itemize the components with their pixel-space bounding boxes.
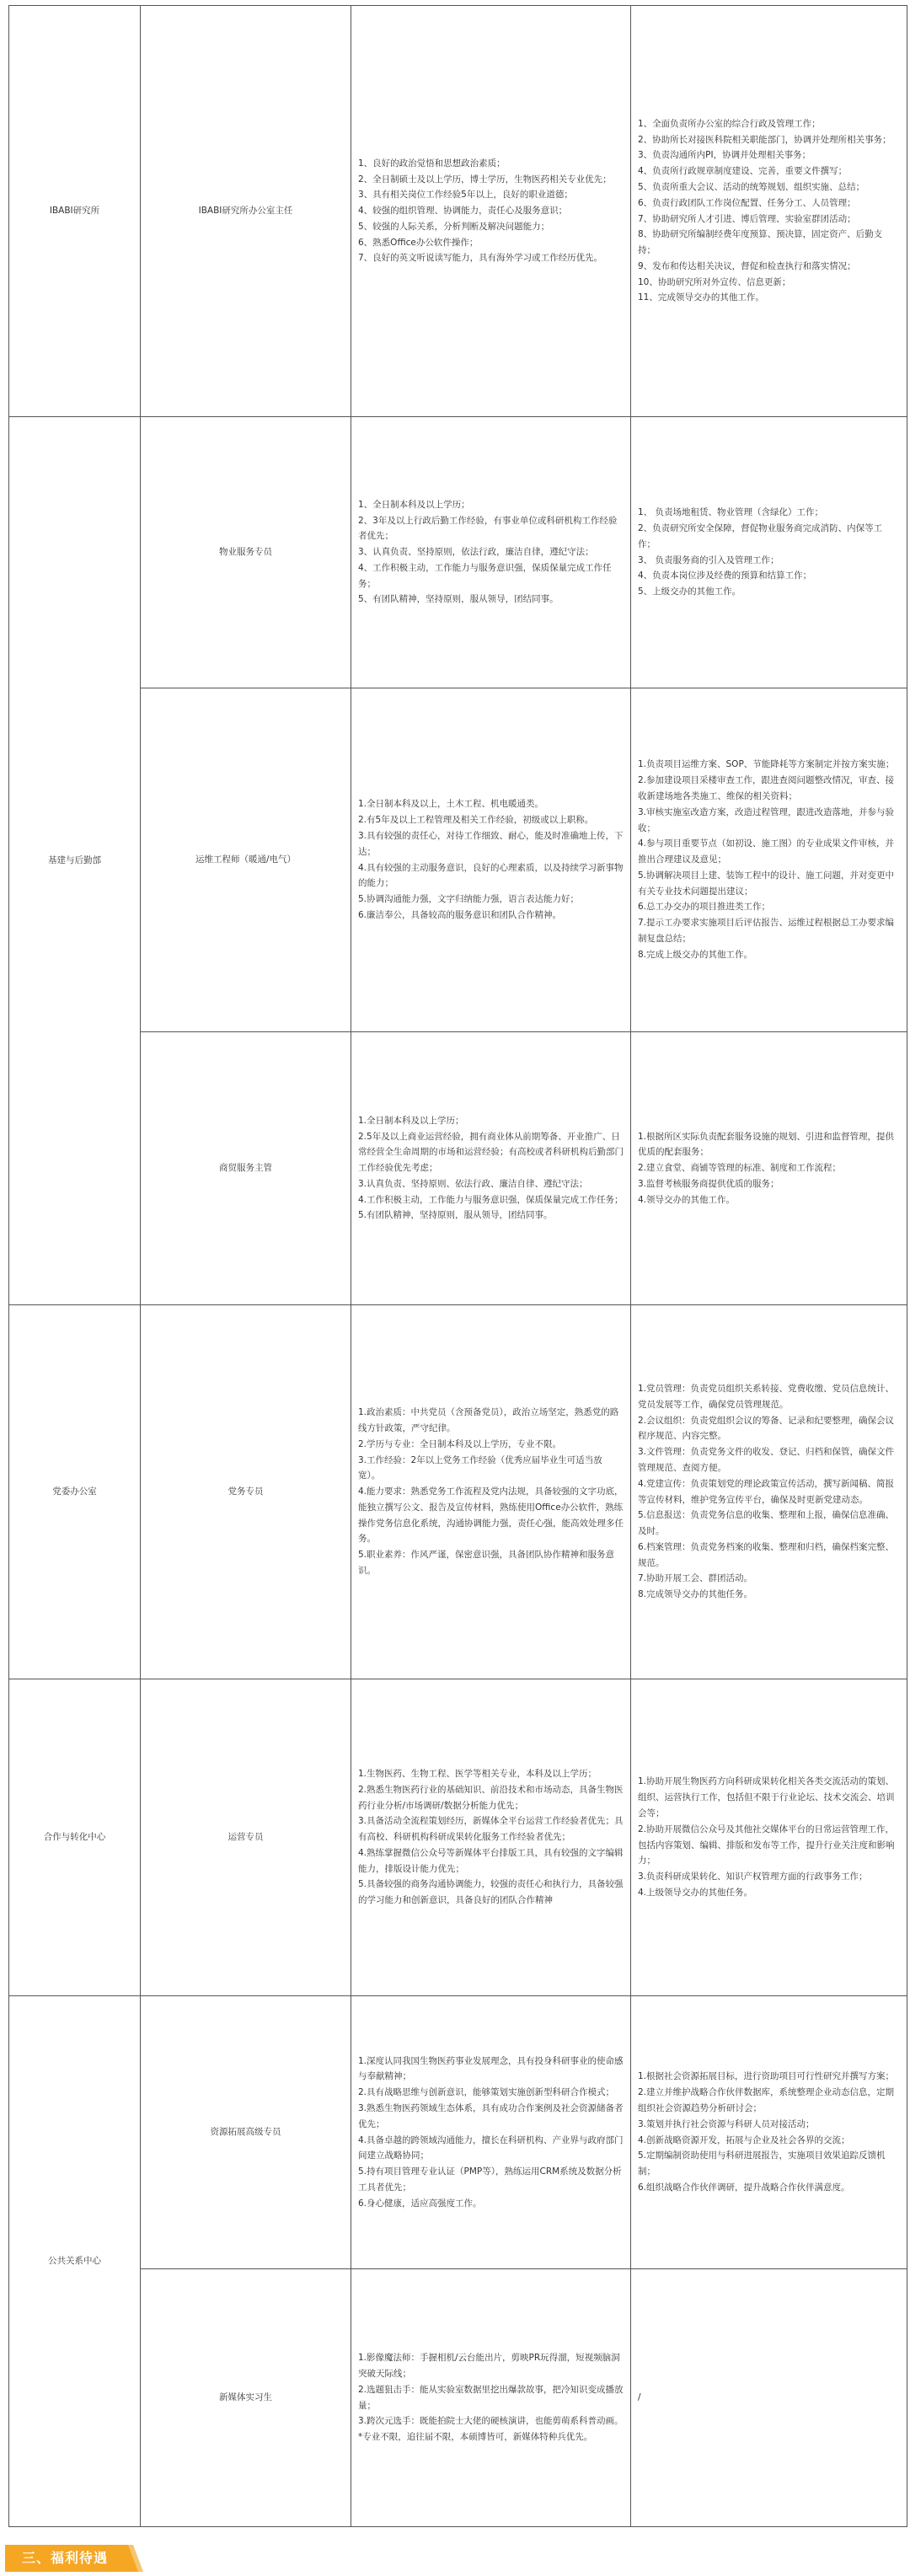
- requirement-item: 5.具备较强的商务沟通协调能力，较强的责任心和执行力，具备较强的学习能力和创新意识，具备良好的团队合作精神: [358, 1879, 624, 1906]
- duties-cell: [631, 688, 907, 1032]
- position-cell: 商贸服务主管: [141, 1032, 351, 1305]
- department-cell: 基建与后勤部: [9, 417, 141, 1305]
- requirement-item: 7、良好的英文听说读写能力，具有海外学习或工作经历优先。: [358, 253, 603, 264]
- requirement-item: 1.全日制本科及以上，土木工程、机电暖通类。: [358, 799, 544, 810]
- duty-item: 3.审核实施室改造方案，改造过程管理，跟进改造落地，并参与验收；: [638, 806, 895, 833]
- duty-item: 5.信息报送：负责党务信息的收集、整理和上报，确保信息准确、及时。: [638, 1510, 895, 1537]
- duties-cell: [631, 1996, 907, 2269]
- duty-item: 3.负责科研成果转化、知识产权管理方面的行政事务工作；: [638, 1872, 868, 1882]
- duties-cell: [631, 1679, 907, 1996]
- requirement-item: 3、具有相关岗位工作经验5年以上，良好的职业道德；: [358, 190, 573, 201]
- requirements-cell: [351, 1305, 631, 1679]
- job-row: [9, 1996, 907, 2269]
- requirement-item: 2.学历与专业：全日制本科及以上学历，专业不限。: [358, 1438, 562, 1449]
- position-cell: 物业服务专员: [141, 417, 351, 688]
- duty-item: 2.参加建设项目采楼审查工作，跟进查阅问题整改情况，审查、接收新建场地各类施工、维保的相关资料；: [638, 775, 895, 801]
- requirement-item: 4、工作积极主动，工作能力与服务意识强，保质保量完成工作任务；: [358, 562, 612, 589]
- section-title: 三、福利待遇: [22, 2550, 109, 2566]
- requirement-item: 1、良好的政治觉悟和思想政治素质；: [358, 158, 506, 169]
- duty-item: 2.建立食堂、商铺等管理的标准、制度和工作流程；: [638, 1163, 842, 1174]
- requirement-item: 6、熟悉Office办公软件操作；: [358, 237, 479, 248]
- duty-item: 2.协助开展微信公众号及其他社交媒体平台的日常运营管理工作，包括内容策划、编辑、排版和发布等工作，提升行业关注度和影响力；: [638, 1824, 895, 1866]
- duty-item: 1、全面负责所办公室的综合行政及管理工作；: [638, 118, 821, 129]
- department-cell: 党委办公室: [9, 1305, 141, 1679]
- requirement-item: 3.具有较强的责任心，对待工作细致、耐心，能及时准确地上传，下达；: [358, 830, 624, 857]
- requirements-cell: [351, 1996, 631, 2269]
- duty-item: 4.上级领导交办的其他任务。: [638, 1887, 753, 1898]
- job-table-body: [9, 6, 907, 2527]
- section-header-welfare: [5, 2545, 143, 2572]
- requirement-item: 1.深度认同我国生物医药事业发展理念，具有投身科研事业的使命感与奉献精神；: [358, 2055, 624, 2082]
- requirement-item: 2.熟悉生物医药行业的基础知识、前沿技术和市场动态，具备生物医药行业分析/市场调研/数据分析能力优先；: [358, 1784, 624, 1811]
- duty-item: 6.组织战略合作伙伴调研，提升战略合作伙伴满意度。: [638, 2182, 850, 2193]
- duties-cell: [631, 417, 907, 688]
- requirement-item: 1、全日制本科及以上学历；: [358, 499, 470, 510]
- duty-item: 3.策划并执行社会资源与科研人员对接活动；: [638, 2118, 815, 2129]
- position-cell: 运营专员: [141, 1679, 351, 1996]
- requirement-item: 2.有5年及以上工程管理及相关工作经验，初级或以上职称。: [358, 815, 594, 826]
- department-cell: IBABI研究所: [9, 6, 141, 417]
- duty-item: 4.创新战略资源开发，拓展与企业及社会各界的交流；: [638, 2134, 850, 2145]
- duty-item: 9、发布和传达相关决议，督促和检查执行和落实情况；: [638, 260, 856, 271]
- job-row: [9, 688, 907, 1032]
- duty-item: 1.协助开展生物医药方向科研成果转化相关各类交流活动的策划、组织、运营执行工作，包括但不限于行业论坛、技术交流会、培训会等；: [638, 1776, 895, 1818]
- duty-item: 10、协助研究所对外宣传、信息更新；: [638, 276, 791, 287]
- duty-item: 6、负责行政团队工作岗位配置、任务分工、人员管理；: [638, 197, 856, 208]
- position-cell: IBABI研究所办公室主任: [141, 6, 351, 417]
- duty-item: 2、负责研究所安全保障，督促物业服务商完成消防、内保等工作；: [638, 522, 883, 549]
- position-cell: 新媒体实习生: [141, 2269, 351, 2527]
- job-row: [9, 1679, 907, 1996]
- duty-item: 2、协助所长对接医科院相关职能部门，协调并处理所相关事务；: [638, 134, 891, 145]
- duty-item: /: [638, 2392, 641, 2403]
- duty-item: 1.根据所区实际负责配套服务设施的规划、引进和监督管理，提供优质的配套服务；: [638, 1131, 895, 1158]
- duty-item: 7.提示工办要求实施项目后评估报告、运维过程根据总工办要求编制复盘总结；: [638, 918, 895, 945]
- requirement-item: 1.生物医药、生物工程、医学等相关专业，本科及以上学历；: [358, 1768, 597, 1779]
- requirement-item: 3.认真负责、坚持原则、依法行政、廉洁自律、遵纪守法；: [358, 1178, 588, 1189]
- job-row: [9, 1032, 907, 1305]
- requirement-item: 5.协调沟通能力强，文字归纳能力强，语言表达能力好；: [358, 894, 580, 905]
- duty-item: 6.档案管理：负责党务档案的收集、整理和归档，确保档案完整、规范。: [638, 1541, 895, 1568]
- job-row: [9, 2269, 907, 2527]
- requirement-item: 2、全日制硕士及以上学历，博士学历，生物医药相关专业优先；: [358, 174, 612, 185]
- duty-item: 4.领导交办的其他工作。: [638, 1194, 736, 1205]
- duty-item: 2.会议组织：负责党组织会议的筹备、记录和纪要整理，确保会议程序规范、内容完整。: [638, 1415, 895, 1442]
- requirement-item: 4.熟练掌握微信公众号等新媒体平台排版工具，具有较强的文字编辑能力，排版设计能力优先；: [358, 1847, 624, 1874]
- duty-item: 1.根据社会资源拓展目标，进行资助项目可行性研究并撰写方案；: [638, 2071, 895, 2082]
- requirement-item: 4、较强的组织管理、协调能力，责任心及服务意识；: [358, 206, 568, 217]
- requirement-item: 6.身心健康，适应高强度工作。: [358, 2198, 482, 2209]
- requirements-cell: [351, 417, 631, 688]
- requirement-item: 6.廉洁奉公，具备较高的服务意识和团队合作精神。: [358, 909, 562, 920]
- requirement-item: 5.职业素养：作风严谨，保密意识强，具备团队协作精神和服务意识。: [358, 1550, 615, 1577]
- duty-item: 8、协助研究所编制经费年度预算、预决算，固定资产、后勤支持；: [638, 229, 883, 256]
- duty-item: 7、协助研究所人才引进、博后管理、实验室群团活动；: [638, 213, 856, 224]
- position-cell: 运维工程师（暖通/电气）: [141, 688, 351, 1032]
- duty-item: 8.完成领导交办的其他任务。: [638, 1589, 753, 1600]
- duty-item: 5、上级交办的其他工作。: [638, 586, 741, 597]
- duty-item: 6.总工办交办的项目推进类工作；: [638, 902, 771, 913]
- duty-item: 3.文件管理：负责党务文件的收发、登记、归档和保管，确保文件管理规范、查阅方便。: [638, 1447, 895, 1473]
- position-cell: 资源拓展高级专员: [141, 1996, 351, 2269]
- duty-item: 11、完成领导交办的其他工作。: [638, 292, 764, 303]
- position-cell: 党务专员: [141, 1305, 351, 1679]
- requirement-item: 5.有团队精神，坚持原则，服从领导，团结同事。: [358, 1210, 553, 1221]
- duty-item: 4、负责所行政规章制度建设、完善，重要文件撰写；: [638, 166, 848, 177]
- duty-item: 4.参与项目重要节点（如初设、施工图）的专业成果文件审核，并推出合理建议及意见；: [638, 838, 895, 865]
- requirement-item: 2.选题狙击手：能从实验室数据里挖出爆款故事，把冷知识变成播放量；: [358, 2384, 624, 2411]
- requirements-cell: [351, 6, 631, 417]
- duty-item: 1.负责项目运维方案、SOP、节能降耗等方案制定并按方案实施；: [638, 759, 895, 770]
- requirement-item: 3、认真负责、坚持原则，依法行政，廉洁自律，遵纪守法；: [358, 547, 594, 558]
- requirement-item: 3.具备活动全流程策划经历，新媒体全平台运营工作经验者优先；具有高校、科研机构科研成果转化服务工作经验者优先；: [358, 1816, 624, 1843]
- duties-cell: [631, 1305, 907, 1679]
- duty-item: 1、 负责场地租赁、物业管理（含绿化）工作；: [638, 507, 824, 518]
- requirement-item: 1.影像魔法师：手握相机/云台能出片，剪映PR玩得溜，短视频脑洞突破天际线；: [358, 2353, 620, 2379]
- duties-cell: [631, 1032, 907, 1305]
- requirement-item: 1.全日制本科及以上学历；: [358, 1115, 464, 1126]
- requirement-item: 2.5年及以上商业运营经验，拥有商业体从前期筹备、开业推广、日常经营全生命周期的市场和运营经验；有高校或者科研机构后勤部门工作经验优先考虑；: [358, 1131, 624, 1174]
- requirement-item: 5.持有项目管理专业认证（PMP等），熟练运用CRM系统及数据分析工具者优先；: [358, 2166, 622, 2193]
- duty-item: 5、负责所重大会议、活动的统筹规划、组织实施、总结；: [638, 181, 865, 192]
- requirement-item: *专业不限，追往届不限，本硕博皆可，新媒体特种兵优先。: [358, 2432, 593, 2443]
- duty-item: 1.党员管理：负责党员组织关系转接、党费收缴、党员信息统计、党员发展等工作，确保党员管理规范。: [638, 1383, 895, 1410]
- requirement-item: 2.具有战略思维与创新意识，能够策划实施创新型科研合作模式；: [358, 2087, 615, 2098]
- duties-cell: [631, 6, 907, 417]
- duties-cell: [631, 2269, 907, 2527]
- duty-item: 2.建立并维护战略合作伙伴数据库，系统整理企业动态信息，定期组织社会资源趋势分析研讨会；: [638, 2087, 895, 2113]
- requirement-item: 3.跨次元选手：既能拍院士大佬的硬核演讲，也能剪萌系科普动画。: [358, 2416, 624, 2427]
- requirement-item: 3.工作经验：2年以上党务工作经验（优秀应届毕业生可适当放宽）。: [358, 1454, 602, 1481]
- requirement-item: 1.政治素质：中共党员（含预备党员），政治立场坚定，熟悉党的路线方针政策，严守纪律。: [358, 1407, 619, 1433]
- duty-item: 4.党建宣传：负责策划党的理论政策宣传活动，撰写新闻稿、简报等宣传材料，维护党务宣传平台，确保及时更新党建动态。: [638, 1478, 895, 1505]
- requirement-item: 5、较强的人际关系，分析判断及解决问题能力；: [358, 221, 550, 232]
- requirement-item: 4.工作积极主动，工作能力与服务意识强，保质保量完成工作任务；: [358, 1194, 624, 1205]
- requirement-item: 5、有团队精神，坚持原则，服从领导，团结同事。: [358, 594, 559, 605]
- duty-item: 3、 负责服务商的引入及管理工作；: [638, 554, 779, 565]
- duty-item: 3、负责沟通所内PI，协调并处理相关事务；: [638, 150, 811, 161]
- requirement-item: 2、3年及以上行政后勤工作经验，有事业单位或科研机构工作经验者优先；: [358, 515, 618, 542]
- requirement-item: 4.具备卓越的跨领域沟通能力，擅长在科研机构、产业界与政府部门间建立战略协同；: [358, 2134, 624, 2161]
- department-cell: 公共关系中心: [9, 1996, 141, 2527]
- duty-item: 3.监督考核服务商提供优质的服务；: [638, 1178, 779, 1189]
- job-table: [8, 5, 907, 2527]
- requirement-item: 4.具有较强的主动服务意识，良好的心理素质，以及持续学习新事物的能力；: [358, 862, 624, 889]
- requirement-item: 3.熟悉生物医药领域生态体系，具有成功合作案例及社会资源储备者优先；: [358, 2102, 624, 2129]
- requirement-item: 4.能力要求：熟悉党务工作流程及党内法规，具备较强的文字功底，能独立撰写公文、报告及宣传材料，熟练使用Office办公软件，熟练操作党务信息化系统，沟通协调能力强，责任心强，能高效处理多任务。: [358, 1486, 624, 1545]
- duty-item: 7.协助开展工会、群团活动。: [638, 1573, 753, 1584]
- requirements-cell: [351, 688, 631, 1032]
- requirements-cell: [351, 2269, 631, 2527]
- duty-item: 4、负责本岗位涉及经费的预算和结算工作；: [638, 570, 812, 581]
- duty-item: 5.定期编制资助使用与科研进展报告，实施项目效果追踪反馈机制；: [638, 2150, 886, 2177]
- requirements-cell: [351, 1032, 631, 1305]
- duty-item: 8.完成上级交办的其他工作。: [638, 949, 753, 960]
- job-row: [9, 1305, 907, 1679]
- duty-item: 5.协调解决项目上建、装饰工程中的设计、施工问题，并对变更中有关专业技术问题提出建议；: [638, 870, 895, 897]
- job-row: [9, 417, 907, 688]
- requirements-cell: [351, 1679, 631, 1996]
- department-cell: 合作与转化中心: [9, 1679, 141, 1996]
- job-row: [9, 6, 907, 417]
